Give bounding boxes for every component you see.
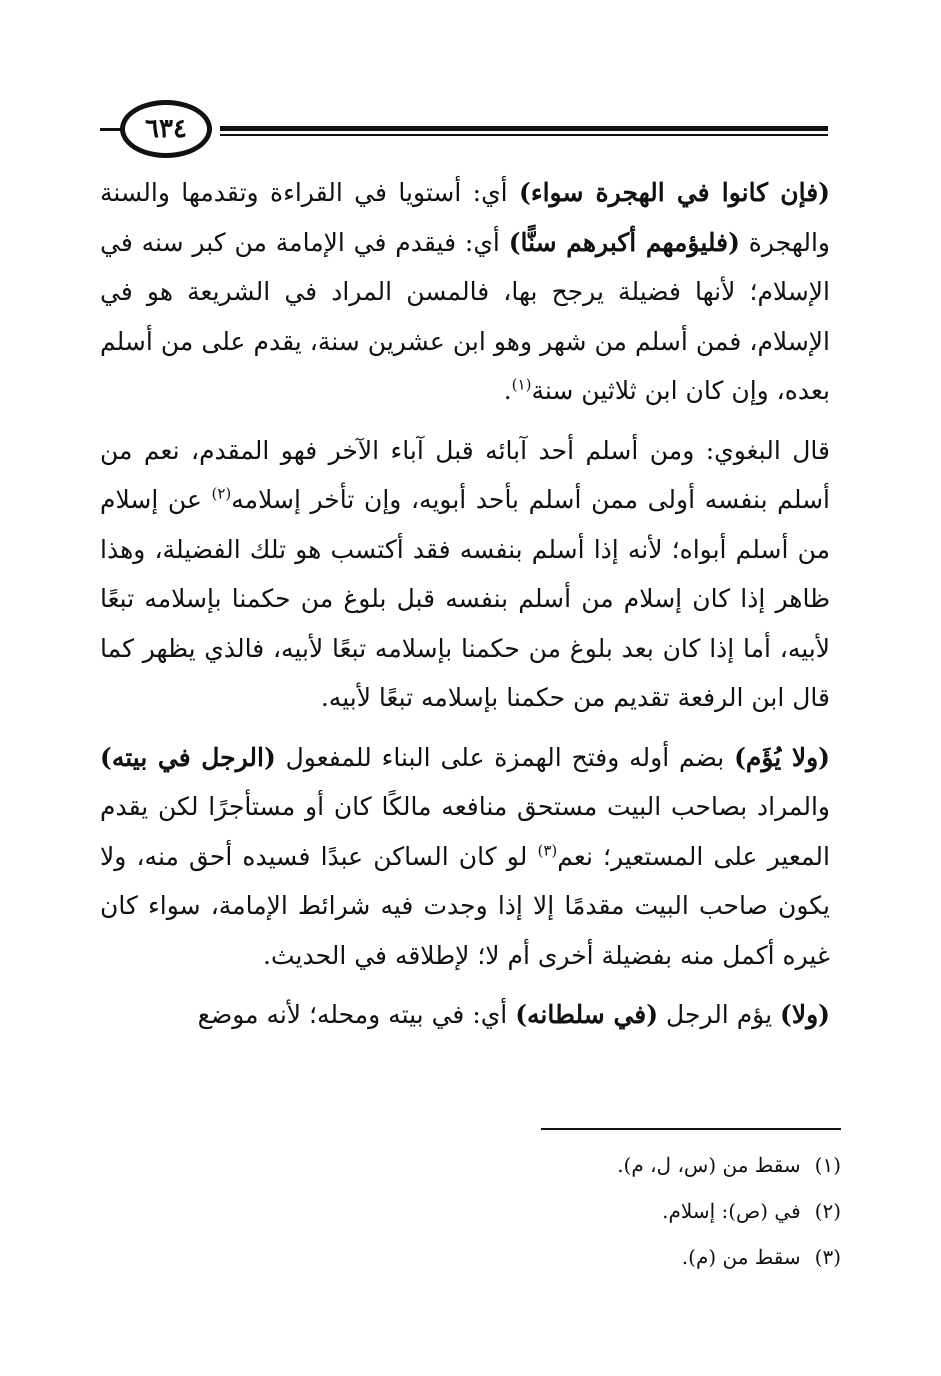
footnotes (111, 1142, 841, 1280)
bold-phrase: (ولا يُؤَم) (734, 742, 831, 772)
text-run: لو كان الساكن عبدًا فسيده أحق منه، ولا يكون صاحب البيت مقدمًا إلا إذا وجدت فيه شرائط الإمامة، سواء كان غيره أكمل منه بفضيلة أخرى أم لا؛ لإطلاقه في الحديث. (100, 841, 830, 970)
text-run: أي: في بيته ومحله؛ لأنه موضع (197, 1000, 516, 1029)
header-rule-thin (220, 134, 828, 136)
paragraph-4 (100, 990, 830, 1040)
page-header (100, 100, 828, 160)
footnote-ref-3[interactable]: (٣) (537, 841, 558, 860)
header-rule-thick (220, 126, 828, 131)
paragraph-1 (100, 168, 830, 416)
bold-phrase: (فإن كانوا في الهجرة سواء) (519, 178, 830, 207)
paragraph-2 (100, 426, 830, 723)
page-number: ٦٣٤ (120, 100, 212, 158)
bold-phrase: (في سلطانه) (515, 1000, 659, 1029)
footnote-1 (111, 1142, 841, 1188)
footnote-text: في (ص): إسلام. (662, 1199, 801, 1223)
text-run: بضم أوله وفتح الهمزة على البناء للمفعول (275, 742, 735, 772)
text-run: . (503, 376, 512, 405)
text-run: أي: أستويا في القراءة وتقدمها والسنة والهجرة (100, 178, 830, 257)
bold-phrase: (ولا) (780, 1000, 830, 1029)
text-run: يؤم الرجل (658, 1000, 780, 1029)
text-run: عن إسلام من أسلم أبواه؛ لأنه إذا أسلم بنفسه فقد أكتسب هو تلك الفضيلة، وهذا ظاهر إذا كان إسلام من أسلم بنفسه قبل بلوغ من حكمنا بإسلامه تبعًا لأبيه، أما إذا كان بعد بلوغ من حكمنا بإسلامه تبعًا لأبيه، فالذي يظهر كما قال ابن الرفعة تقديم من حكمنا بإسلامه تبعًا لأبيه. (100, 485, 830, 712)
footnote-number: (١) (814, 1153, 841, 1177)
main-text (100, 168, 830, 1040)
footnote-text: سقط من (م). (681, 1245, 801, 1269)
footnote-ref-2[interactable]: (٢) (211, 484, 232, 503)
footnote-3 (111, 1234, 841, 1280)
footnote-separator (541, 1128, 841, 1130)
text-run: أي: فيقدم في الإمامة من كبر سنه في الإسلام؛ لأنها فضيلة يرجح بها، فالمسن المراد في الشريعة هو في الإسلام، فمن أسلم من شهر وهو ابن عشرين سنة، يقدم على من أسلم بعده، وإن كان ابن ثلاثين سنة (100, 227, 830, 405)
footnote-text: سقط من (س، ل، م). (617, 1153, 801, 1177)
paragraph-3 (100, 733, 830, 981)
footnote-ref-1[interactable]: (١) (511, 375, 532, 394)
footnote-number: (٢) (814, 1199, 841, 1223)
footnote-number: (٣) (814, 1245, 841, 1269)
text-run: والمراد بصاحب البيت مستحق منافعه مالكًا كان أو مستأجرًا لكن يقدم المعير على المستعير؛ نعم (100, 792, 830, 871)
bold-phrase: (الرجل في بيته) (100, 742, 276, 772)
text-run: قال البغوي: ومن أسلم أحد آبائه قبل آباء الآخر فهو المقدم، نعم من أسلم بنفسه أولى ممن أسلم بأحد أبويه، وإن تأخر إسلامه (100, 435, 830, 514)
bold-phrase: (فليؤمهم أكبرهم سنًّا) (508, 227, 740, 257)
footnote-2 (111, 1188, 841, 1234)
